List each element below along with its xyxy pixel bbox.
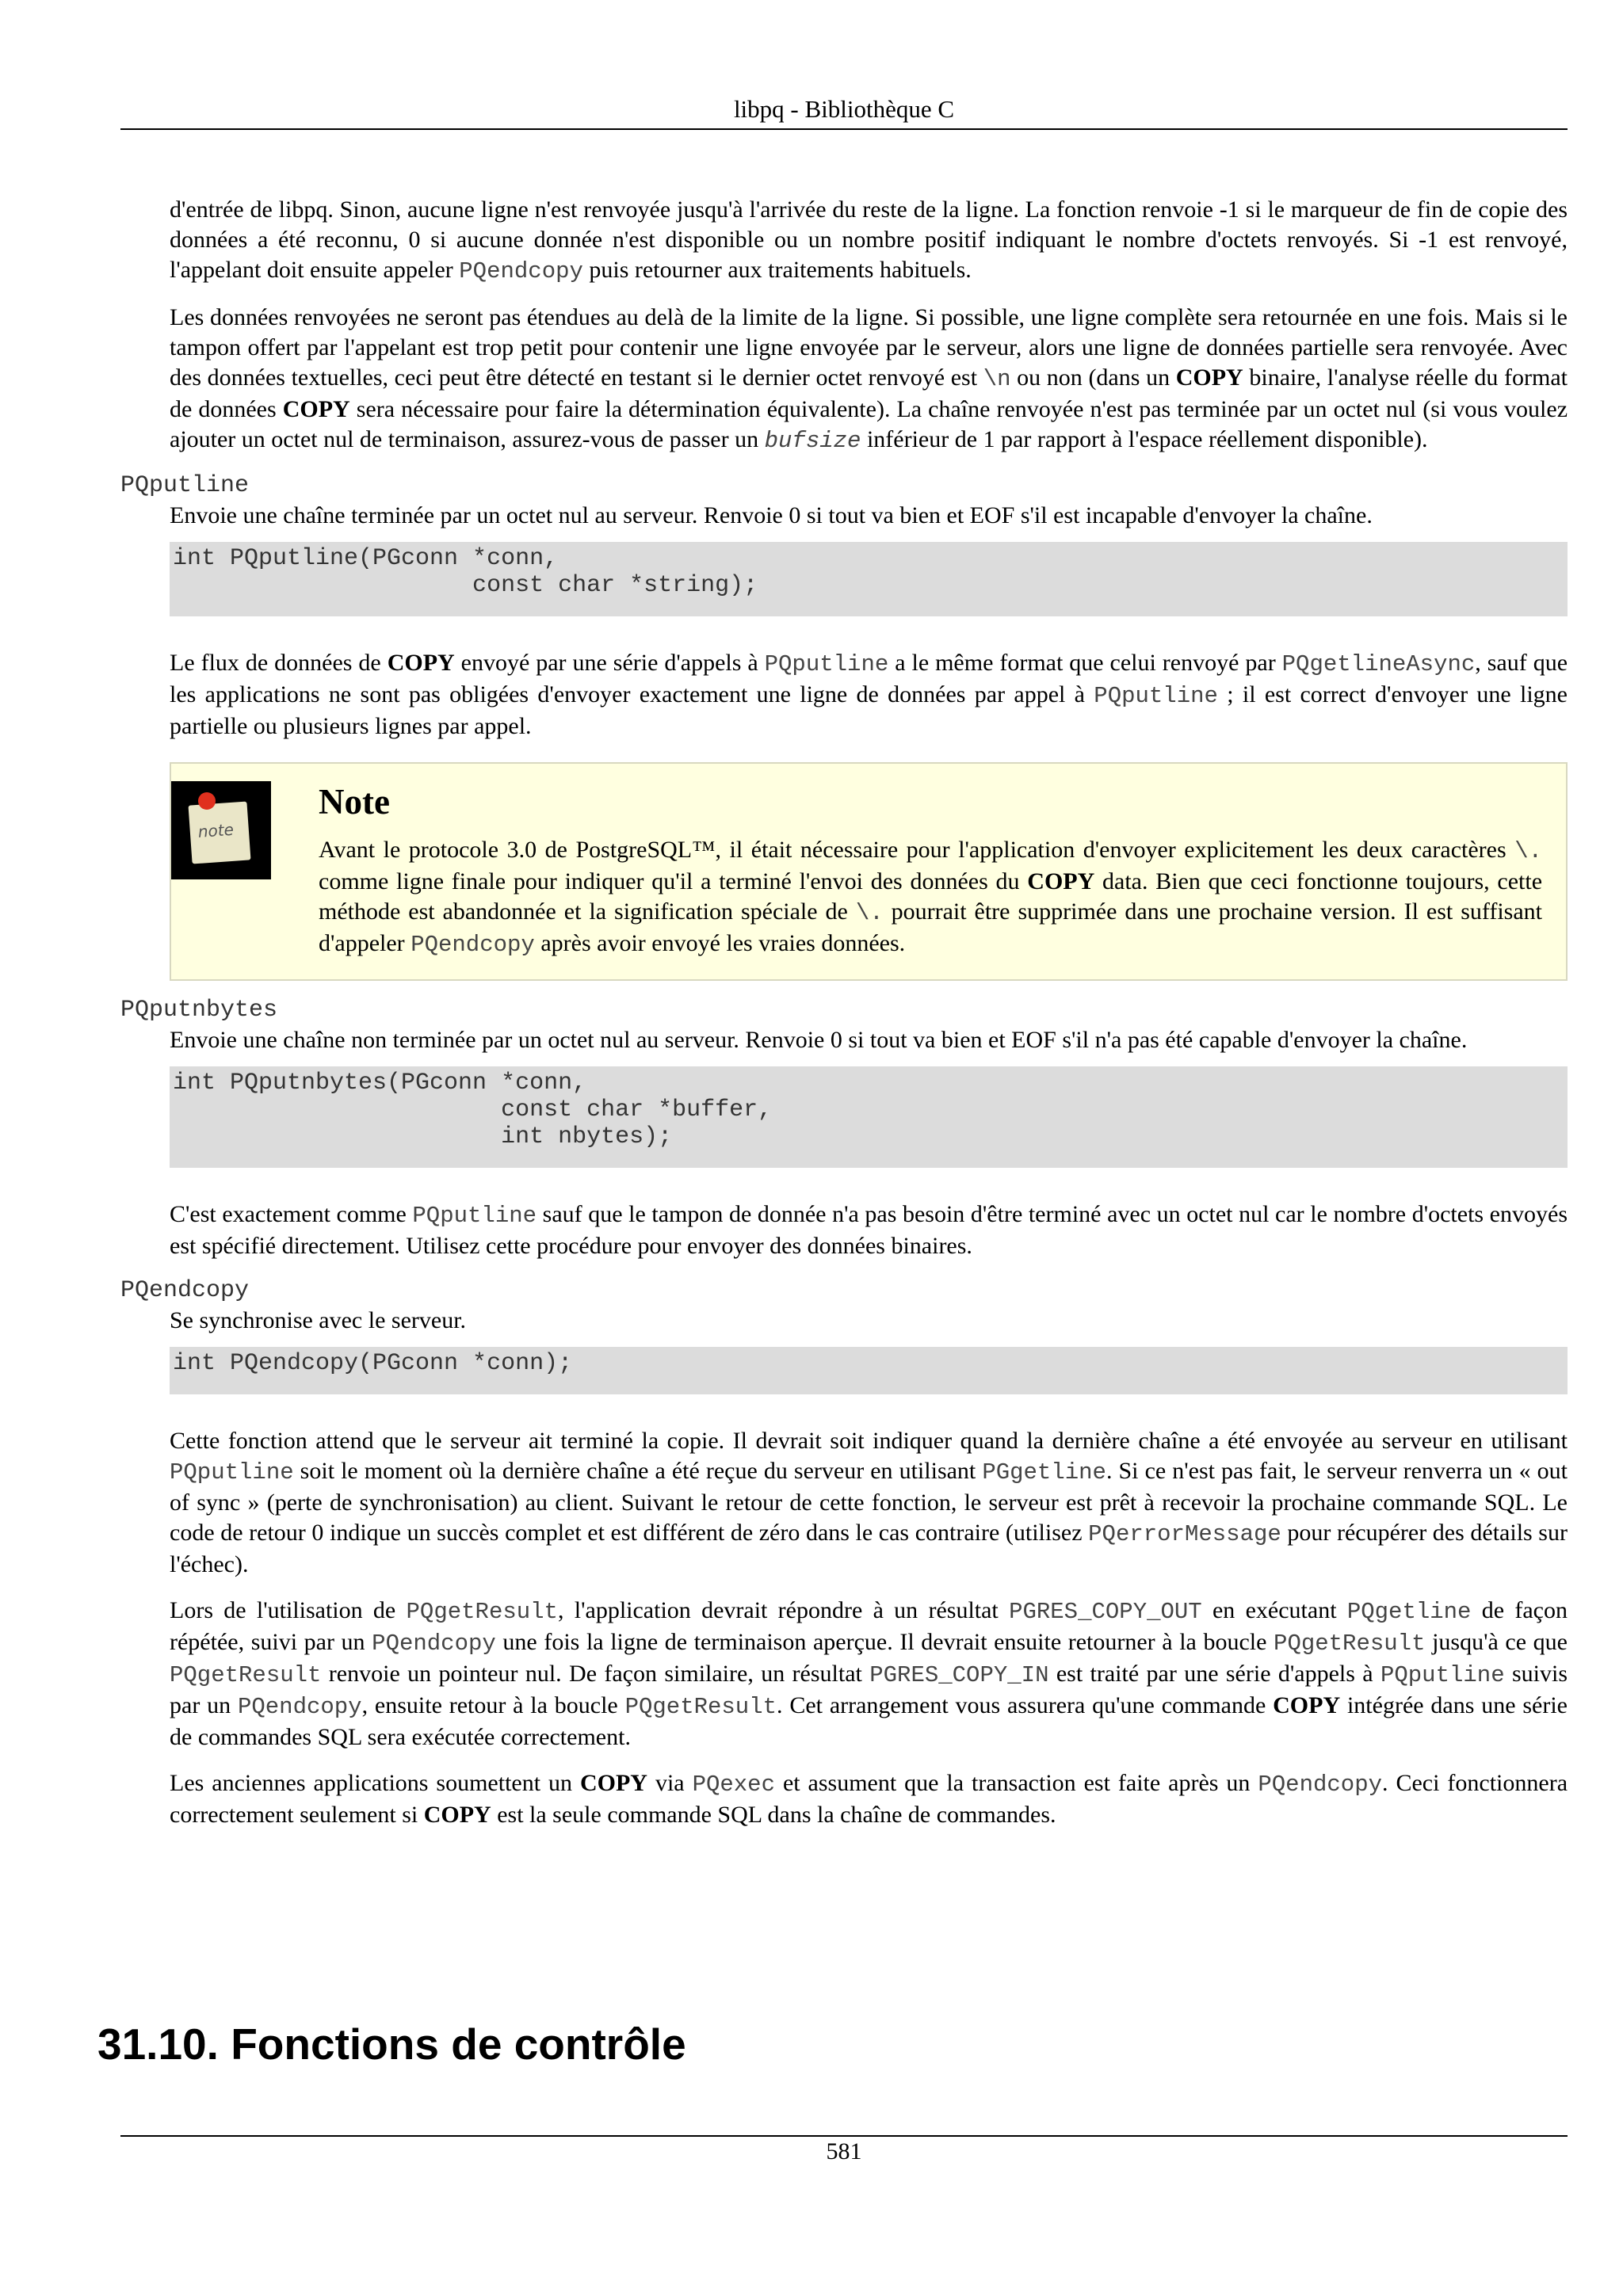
keyword-copy: COPY [423, 1802, 491, 1828]
term-pqendcopy: PQendcopy [120, 1277, 250, 1304]
pqendcopy-paragraph-2: Lors de l'utilisation de PQgetResult, l'application devrait répondre à un résultat PGRES_COPY_OUT en exécutant PQgetline de façon répétée, suivi par un PQendcopy une fois la ligne de terminaison aperçue. Il devrait ensuite retourner à la boucle PQgetResult jusqu'à ce que PQgetResult renvoie un pointeur nul. De façon similaire, un résultat PGRES_COPY_IN est traité par une série d'appels à PQputline suivis par un PQendcopy, ensuite retour à la boucle PQgetResult. Cet arrangement vous assurera qu'une commande COPY intégrée dans une série de commandes SQL sera exécutée correctement. [170, 1597, 1568, 1750]
code-newline: \n [983, 366, 1011, 392]
pqputline-description: Envoie une chaîne terminée par un octet nul au serveur. Renvoie 0 si tout va bien et EOF s'il est incapable d'envoyer la chaîne. [170, 502, 1373, 528]
code-pqendcopy: PQendcopy [459, 258, 583, 284]
note-icon [171, 781, 271, 879]
term-pqputline: PQputline [120, 472, 250, 499]
pqendcopy-description: Se synchronise avec le serveur. [170, 1307, 467, 1333]
note-admonition [170, 762, 1568, 981]
page-content [120, 195, 1568, 1830]
pushpin-icon [198, 792, 216, 810]
pqputnbytes-description: Envoie une chaîne non terminée par un octet nul au serveur. Renvoie 0 si tout va bien et EOF s'il n'a pas été capable d'envoyer la chaîne. [170, 1027, 1468, 1053]
note-title: Note [319, 782, 390, 822]
pqputnbytes-code-block: int PQputnbytes(PGconn *conn, const char *buffer, int nbytes); [170, 1066, 1568, 1168]
keyword-copy: COPY [1027, 868, 1095, 894]
pqendcopy-code-block: int PQendcopy(PGconn *conn); [170, 1347, 1568, 1394]
pqputline-paragraph: Le flux de données de COPY envoyé par une série d'appels à PQputline a le même format que celui renvoyé par PQgetlineAsync, sauf que les applications ne sont pas obligées d'envoyer exactement une ligne de données par appel à PQputline ; il est correct d'envoyer une ligne partielle ou plusieurs lignes par appel. [170, 650, 1568, 739]
keyword-copy: COPY [1175, 364, 1243, 391]
pqendcopy-paragraph-3: Les anciennes applications soumettent un COPY via PQexec et assument que la transaction est faite après un PQendcopy. Ceci fonctionnera correctement seulement si COPY est la seule commande SQL dans la chaîne de commandes. [170, 1770, 1568, 1828]
keyword-copy: COPY [579, 1770, 647, 1796]
term-pqputnbytes: PQputnbytes [120, 997, 278, 1024]
section-heading: 31.10. Fonctions de contrôle [97, 2019, 686, 2069]
keyword-copy: COPY [1273, 1692, 1341, 1718]
intro-paragraph-1: d'entrée de libpq. Sinon, aucune ligne n'est renvoyée jusqu'à l'arrivée du reste de la ligne. La fonction renvoie -1 si le marqueur de fin de copie des données a été reconnu, 0 si aucune donnée n'est disponible ou un nombre positif indiquant le nombre d'octets renvoyés. Si -1 est renvoyé, l'appelant doit ensuite appeler PQendcopy puis retourner aux traitements habituels. [170, 196, 1568, 284]
param-bufsize: bufsize [764, 428, 861, 454]
keyword-copy: COPY [282, 396, 350, 422]
page-number: 581 [826, 2138, 862, 2164]
pqendcopy-paragraph-1: Cette fonction attend que le serveur ait terminé la copie. Il devrait soit indiquer quand la dernière chaîne a été envoyée au serveur en utilisant PQputline soit le moment où la dernière chaîne a été reçue du serveur en utilisant PGgetline. Si ce n'est pas fait, le serveur renverra un « out of sync » (perte de synchronisation) au client. Suivant le retour de cette fonction, le serveur est prêt à recevoir la prochaine commande SQL. Le code de retour 0 indique un succès complet et est différent de zéro dans le cas contraire (utilisez PQerrorMessage pour récupérer des détails sur l'échec). [170, 1428, 1568, 1577]
running-header: libpq - Bibliothèque C [733, 95, 955, 123]
note-text: Avant le protocole 3.0 de PostgreSQL™, il était nécessaire pour l'application d'envoyer explicitement les deux caractères \. comme ligne finale pour indiquer qu'il a terminé l'envoi des données du COPY data. Bien que ceci fonctionne toujours, cette méthode est abandonnée et la signification spéciale de \. pourrait être supprimée dans une prochaine version. Il est suffisant d'appeler PQendcopy après avoir envoyé les vraies données. [319, 837, 1543, 958]
intro-paragraph-2: Les données renvoyées ne seront pas étendues au delà de la limite de la ligne. Si possible, une ligne complète sera retournée en une fois. Mais si le tampon offert par l'appelant est trop petit pour contenir une ligne envoyée par le serveur, alors une ligne de données partielle sera renvoyée. Avec des données textuelles, ceci peut être détecté en testant si le dernier octet renvoyé est \n ou non (dans un COPY binaire, l'analyse réelle du format de données COPY sera nécessaire pour faire la détermination équivalente). La chaîne renvoyée n'est pas terminée par un octet nul (si vous voulez ajouter un octet nul de terminaison, assurez-vous de passer un bufsize inférieur de 1 par rapport à l'espace réellement disponible). [170, 304, 1568, 454]
header-rule [120, 128, 1568, 130]
note-paper: note [189, 802, 251, 864]
pqputline-code-block: int PQputline(PGconn *conn, const char *string); [170, 542, 1568, 616]
keyword-copy: COPY [387, 650, 455, 676]
pqputnbytes-paragraph: C'est exactement comme PQputline sauf que le tampon de donnée n'a pas besoin d'être terminé avec un octet nul car le nombre d'octets envoyés est spécifié directement. Utilisez cette procédure pour envoyer des données binaires. [170, 1201, 1568, 1259]
